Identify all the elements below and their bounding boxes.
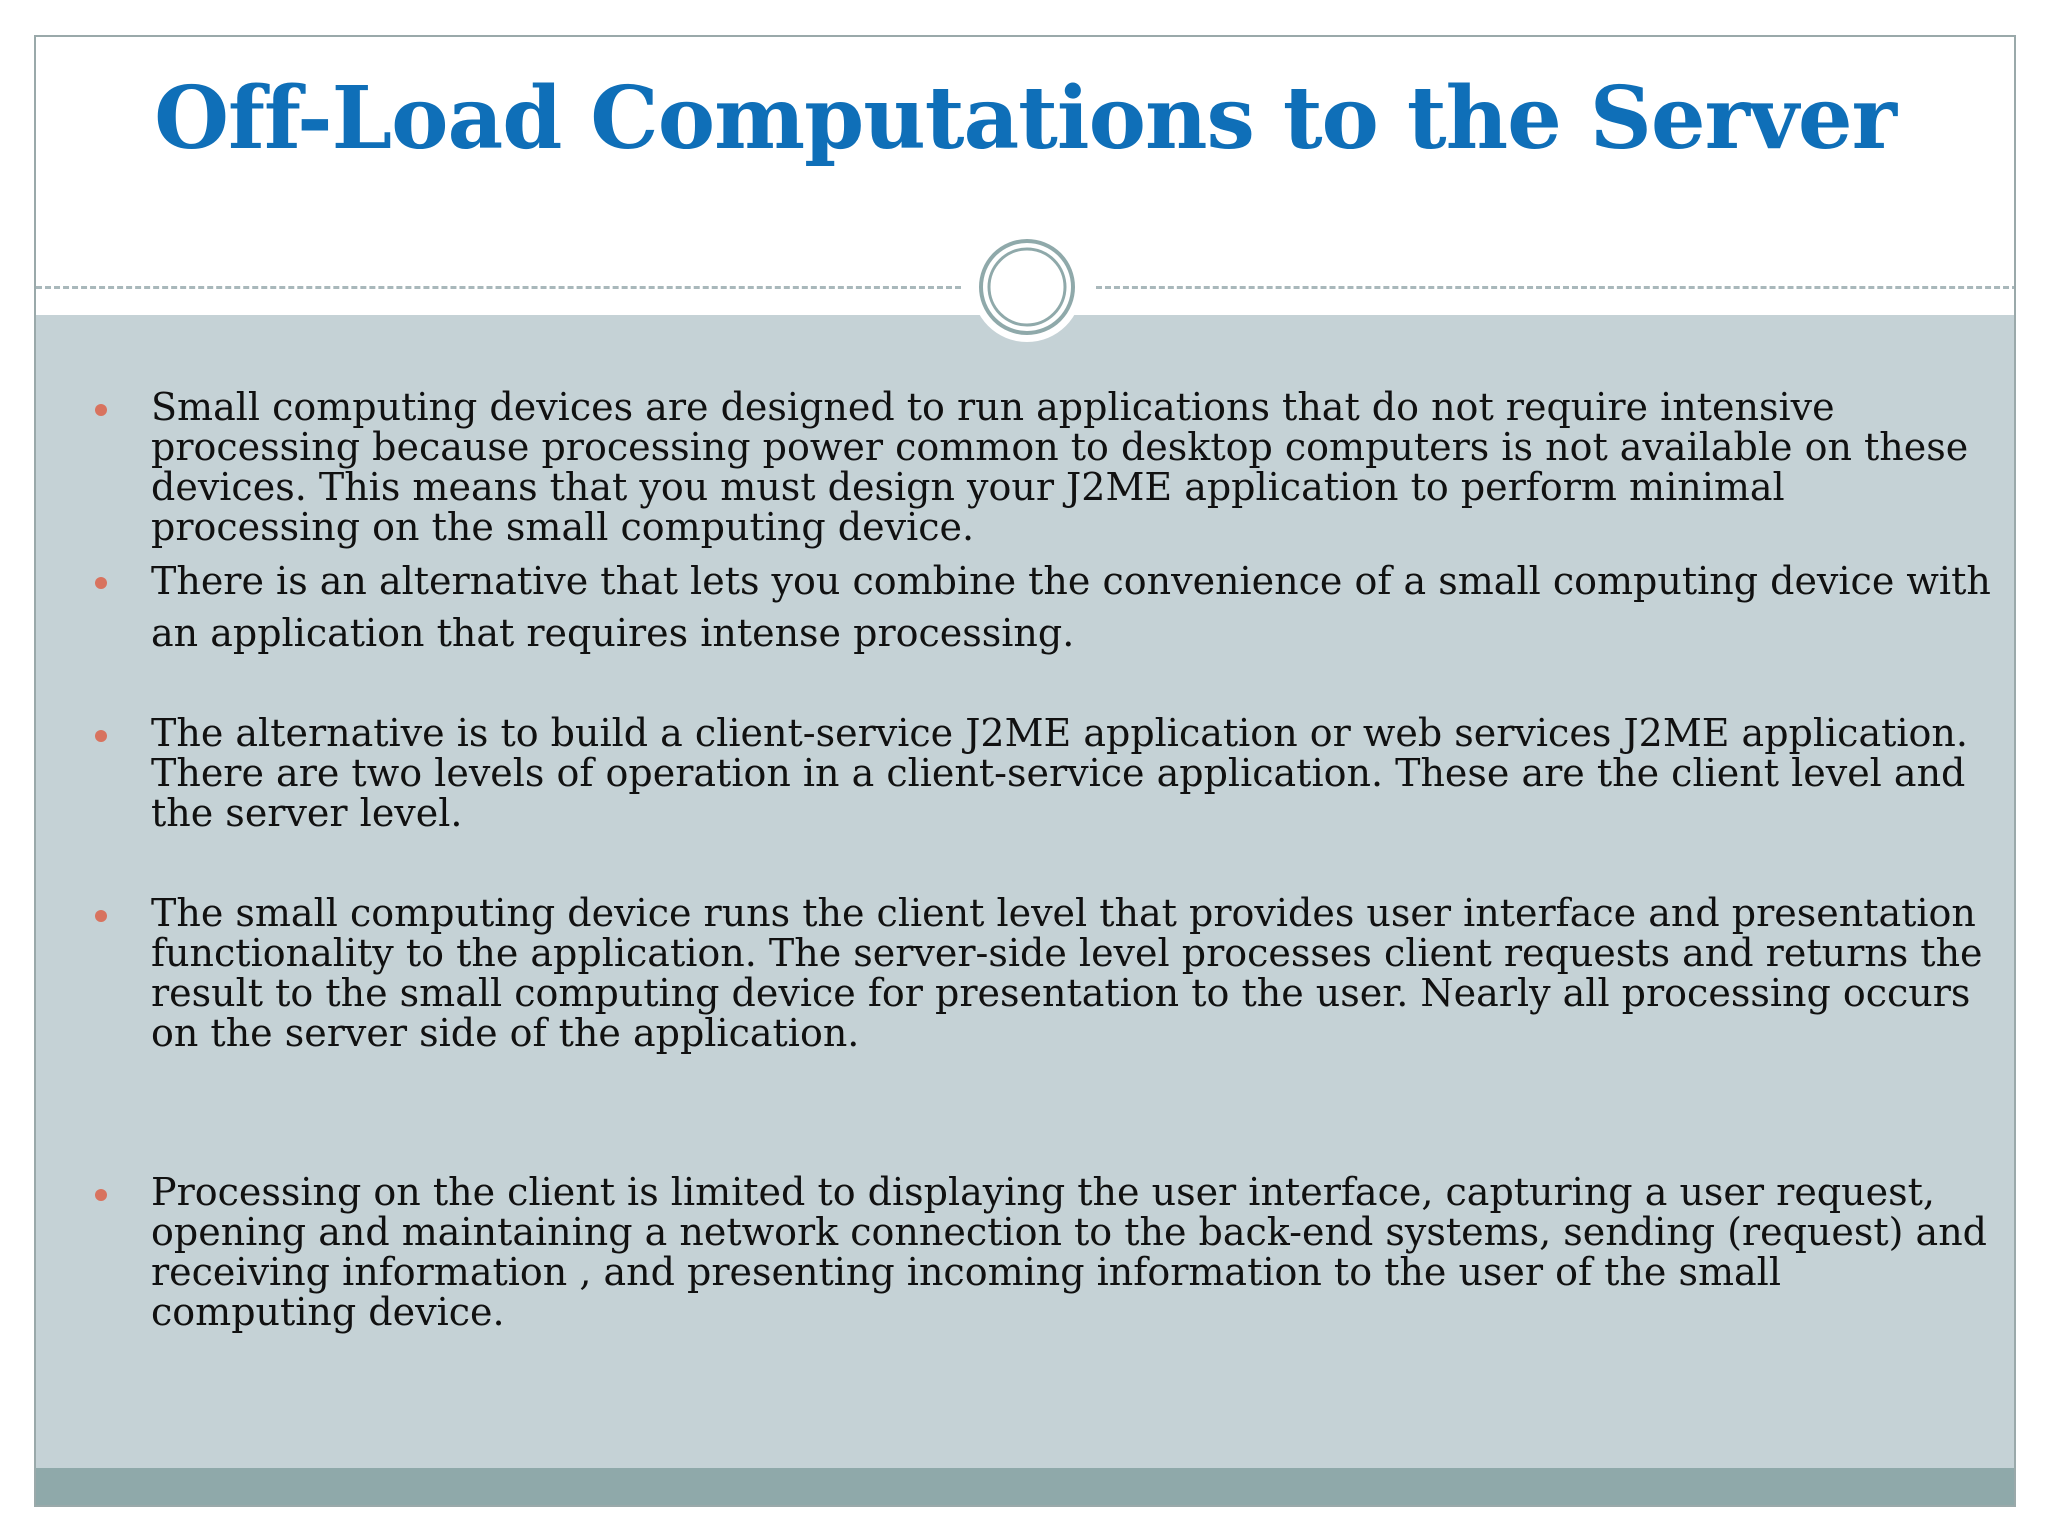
content-area: [36, 315, 2014, 1468]
bullet-text: Processing on the client is limited to displaying the user interface, capturing a user request, opening and maintaining a network connection to the back-end systems, sending (request) and receiving information , and presenting incoming information to the user of the small computing device.: [151, 1170, 1988, 1334]
bullet-item: [151, 1172, 1991, 1332]
bullet-list: [36, 315, 2014, 1468]
bullet-item: [151, 893, 1991, 1053]
bullet-marker-icon: [95, 404, 107, 416]
dashed-divider-right: [1096, 286, 2016, 289]
bullet-text: The alternative is to build a client-service J2ME application or web services J2ME application. There are two levels of operation in a client-service application. These are the client level and the server level.: [151, 711, 1968, 835]
bullet-marker-icon: [95, 577, 107, 589]
bullet-item: [151, 387, 1991, 547]
circle-ornament-icon: [972, 232, 1082, 342]
footer-band: [36, 1468, 2014, 1507]
bullet-text: There is an alternative that lets you combine the convenience of a small computing device with an application that requires intense processing.: [151, 559, 1991, 655]
bullet-text: The small computing device runs the client level that provides user interface and presentation functionality to the application. The server-side level processes client requests and returns the result to the small computing device for presentation to the user. Nearly all processing occurs on the server side of the application.: [151, 891, 1983, 1055]
bullet-marker-icon: [95, 1189, 107, 1201]
bullet-marker-icon: [95, 910, 107, 922]
bullet-item: [151, 555, 1991, 659]
bullet-item: [151, 713, 1991, 833]
dashed-divider-left: [36, 286, 961, 289]
bullet-marker-icon: [95, 730, 107, 742]
bullet-text: Small computing devices are designed to run applications that do not require intensive processing because processing power common to desktop computers is not available on these devices. This means that you must design your J2ME application to perform minimal processing on the small computing device.: [151, 385, 1969, 549]
slide-title: Off-Load Computations to the Server: [154, 68, 1896, 169]
slide: [34, 35, 2016, 1507]
